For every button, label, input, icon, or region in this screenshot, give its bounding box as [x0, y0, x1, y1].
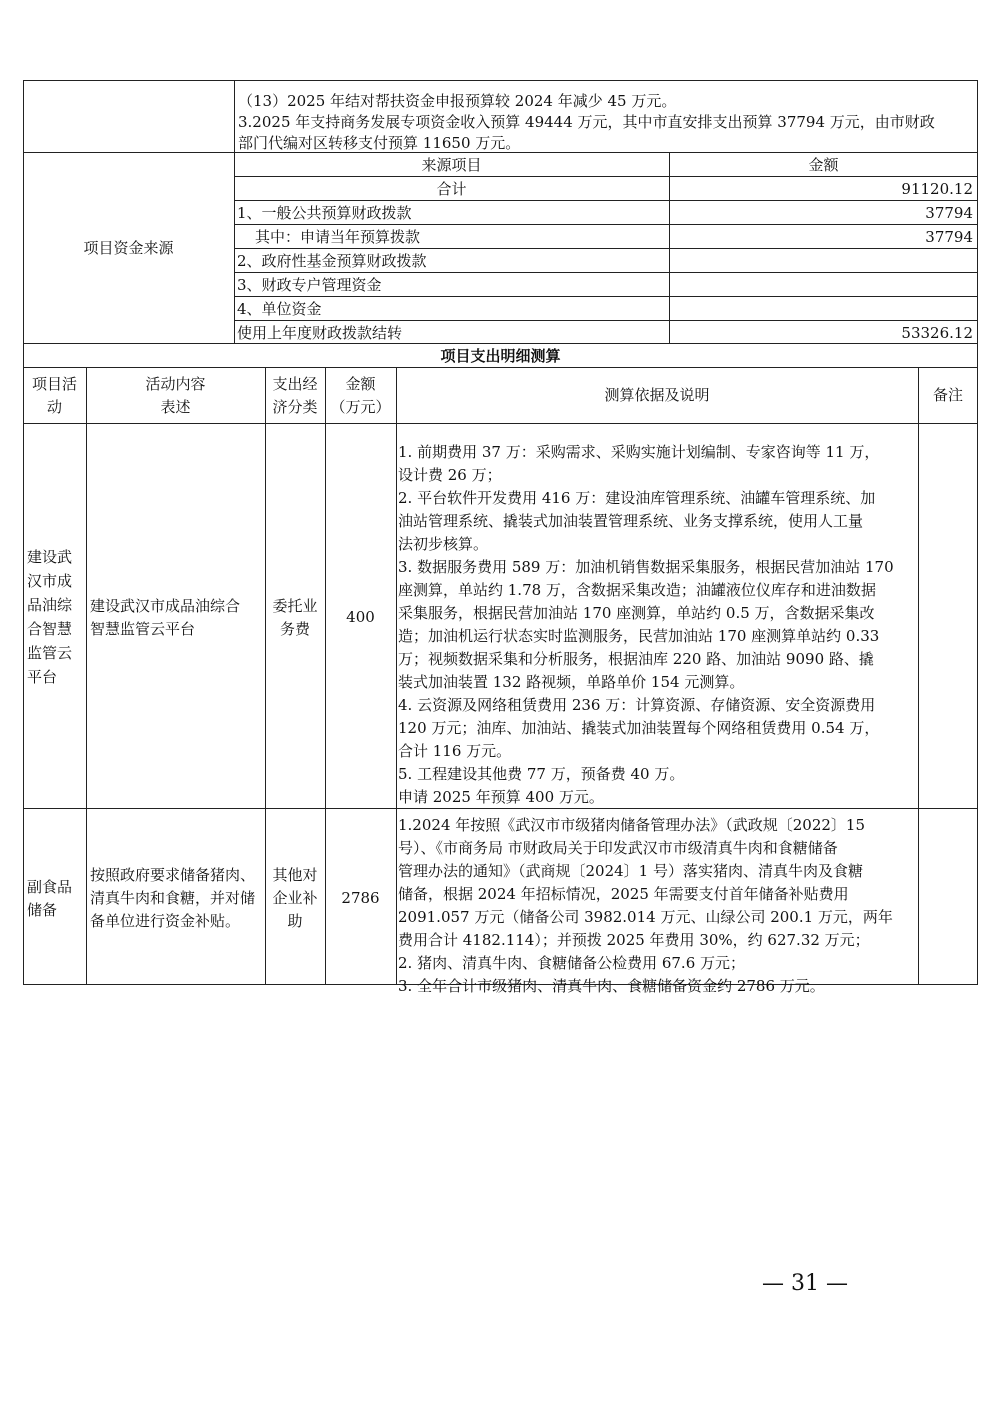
top-line-2: 3.2025 年支持商务发展专项资金收入预算 49444 万元，其中市直安排支出预算 37794 万元，由市财政 — [238, 113, 935, 131]
basis-line: 4. 云资源及网络租赁费用 236 万：计算资源、存储资源、安全资源费用 — [398, 696, 876, 714]
basis-line: 采集服务，根据民营加油站 170 座测算，单站约 0.5 万，含数据采集改 — [398, 604, 875, 622]
row2-econ: 助 — [287, 912, 303, 930]
basis-line: 油站管理系统、撬装式加油装置管理系统、业务支撑系统，使用人工量 — [398, 512, 864, 530]
header-amount: 金额 — [345, 375, 376, 393]
detail-title: 项目支出明细测算 — [440, 347, 561, 365]
top-section-divider — [234, 80, 235, 153]
row1-content: 智慧监管云平台 — [90, 620, 196, 638]
top-line-3: 部门代编对区转移支付预算 11650 万元。 — [238, 134, 521, 152]
funding-row-name: 其中：申请当年预算拨款 — [255, 228, 421, 246]
row2-amount: 2786 — [341, 889, 380, 907]
basis-line: 3. 全年合计市级猪肉、清真牛肉、食糖储备资金约 2786 万元。 — [398, 977, 825, 995]
header-activity: 动 — [46, 398, 62, 416]
basis-line: 设计费 26 万； — [398, 466, 502, 484]
row1-activity: 平台 — [27, 668, 58, 686]
basis-line: 2091.057 万元（储备公司 3982.014 万元、山绿公司 200.1 万元，两年 — [398, 908, 893, 926]
basis-line: 储备，根据 2024 年招标情况，2025 年需要支付首年储备补贴费用 — [398, 885, 849, 903]
header-content: 表述 — [160, 398, 191, 416]
row2-econ: 企业补 — [272, 889, 318, 907]
funding-row-amount: 91120.12 — [901, 180, 973, 198]
funding-row-amount: 37794 — [925, 204, 973, 222]
row1-activity: 监管云 — [27, 644, 73, 662]
row1-activity: 汉市成 — [27, 572, 73, 590]
row2-content: 备单位进行资金补贴。 — [90, 912, 241, 930]
header-econ: 济分类 — [272, 398, 318, 416]
row1-amount: 400 — [346, 608, 375, 626]
funding-row-amount: 53326.12 — [901, 324, 973, 342]
detail-col-divider — [396, 367, 397, 985]
basis-line: 1.2024 年按照《武汉市市级猪肉储备管理办法》（武政规〔2022〕15 — [398, 816, 866, 834]
detail-row-line — [23, 423, 978, 424]
detail-col-divider — [918, 367, 919, 985]
funding-row-name: 合计 — [436, 180, 467, 198]
basis-line: 号）、《市商务局 市财政局关于印发武汉市市级清真牛肉和食糖储备 — [398, 839, 838, 857]
basis-line: 2. 猪肉、清真牛肉、食糖储备公检费用 67.6 万元； — [398, 954, 746, 972]
funding-label: 项目资金来源 — [83, 239, 174, 257]
basis-line: 装式加油装置 132 路视频，单路单价 154 元测算。 — [398, 673, 745, 691]
funding-row-amount: 37794 — [925, 228, 973, 246]
funding-row-name: 4、单位资金 — [237, 300, 322, 318]
row1-econ: 务费 — [279, 620, 310, 638]
basis-line: 造；加油机运行状态实时监测服务，民营加油站 170 座测算单站约 0.33 — [398, 627, 880, 645]
funding-row-name: 2、政府性基金预算财政拨款 — [237, 252, 427, 270]
basis-line: 2. 平台软件开发费用 416 万：建设油库管理系统、油罐车管理系统、加 — [398, 489, 876, 507]
row1-content: 建设武汉市成品油综合 — [90, 597, 241, 615]
top-line-1: （13）2025 年结对帮扶资金申报预算较 2024 年减少 45 万元。 — [238, 92, 677, 110]
basis-line: 1. 前期费用 37 万：采购需求、采购实施计划编制、专家咨询等 11 万， — [398, 443, 880, 461]
header-note: 备注 — [932, 386, 963, 404]
row1-econ: 委托业 — [272, 597, 318, 615]
funding-col-source: 来源项目 — [421, 156, 482, 174]
basis-line: 座测算，单站约 1.78 万，含数据采集改造；油罐液位仪库存和进油数据 — [398, 581, 876, 599]
row2-activity: 储备 — [27, 901, 58, 919]
basis-line: 万；视频数据采集和分析服务，根据油库 220 路、加油站 9090 路、撬 — [398, 650, 874, 668]
page-number: — 31 — — [762, 1271, 848, 1296]
header-activity: 项目活 — [31, 375, 77, 393]
basis-line: 管理办法的通知》（武商规〔2024〕1 号）落实猪肉、清真牛肉及食糖 — [398, 862, 863, 880]
row2-content: 清真牛肉和食糖，并对储 — [90, 889, 256, 907]
basis-line: 120 万元；油库、加油站、撬装式加油装置每个网络租赁费用 0.54 万， — [398, 719, 880, 737]
basis-line: 费用合计 4182.114）；并预拨 2025 年费用 30%，约 627.32 万元； — [398, 931, 870, 949]
header-econ: 支出经 — [272, 375, 318, 393]
basis-line: 5. 工程建设其他费 77 万，预备费 40 万。 — [398, 765, 685, 783]
header-content: 活动内容 — [145, 375, 206, 393]
funding-row-name: 3、财政专户管理资金 — [237, 276, 382, 294]
basis-line: 法初步核算。 — [398, 535, 489, 553]
basis-line: 合计 116 万元。 — [398, 742, 512, 760]
basis-line: 3. 数据服务费用 589 万：加油机销售数据采集服务，根据民营加油站 170 — [398, 558, 894, 576]
detail-col-divider — [86, 367, 87, 985]
basis-line: 申请 2025 年预算 400 万元。 — [398, 788, 604, 806]
header-amount: （万元） — [330, 398, 391, 416]
row1-activity: 建设武 — [27, 548, 73, 566]
funding-col-amount: 金额 — [808, 156, 839, 174]
funding-row-name: 使用上年度财政拨款结转 — [237, 324, 403, 342]
row1-activity: 品油综 — [27, 596, 73, 614]
header-basis: 测算依据及说明 — [604, 386, 710, 404]
funding-row-name: 1、一般公共预算财政拨款 — [237, 204, 412, 222]
row2-content: 按照政府要求储备猪肉、 — [90, 866, 256, 884]
row2-econ: 其他对 — [272, 866, 318, 884]
row2-activity: 副食品 — [27, 878, 73, 896]
row1-activity: 合智慧 — [27, 620, 73, 638]
